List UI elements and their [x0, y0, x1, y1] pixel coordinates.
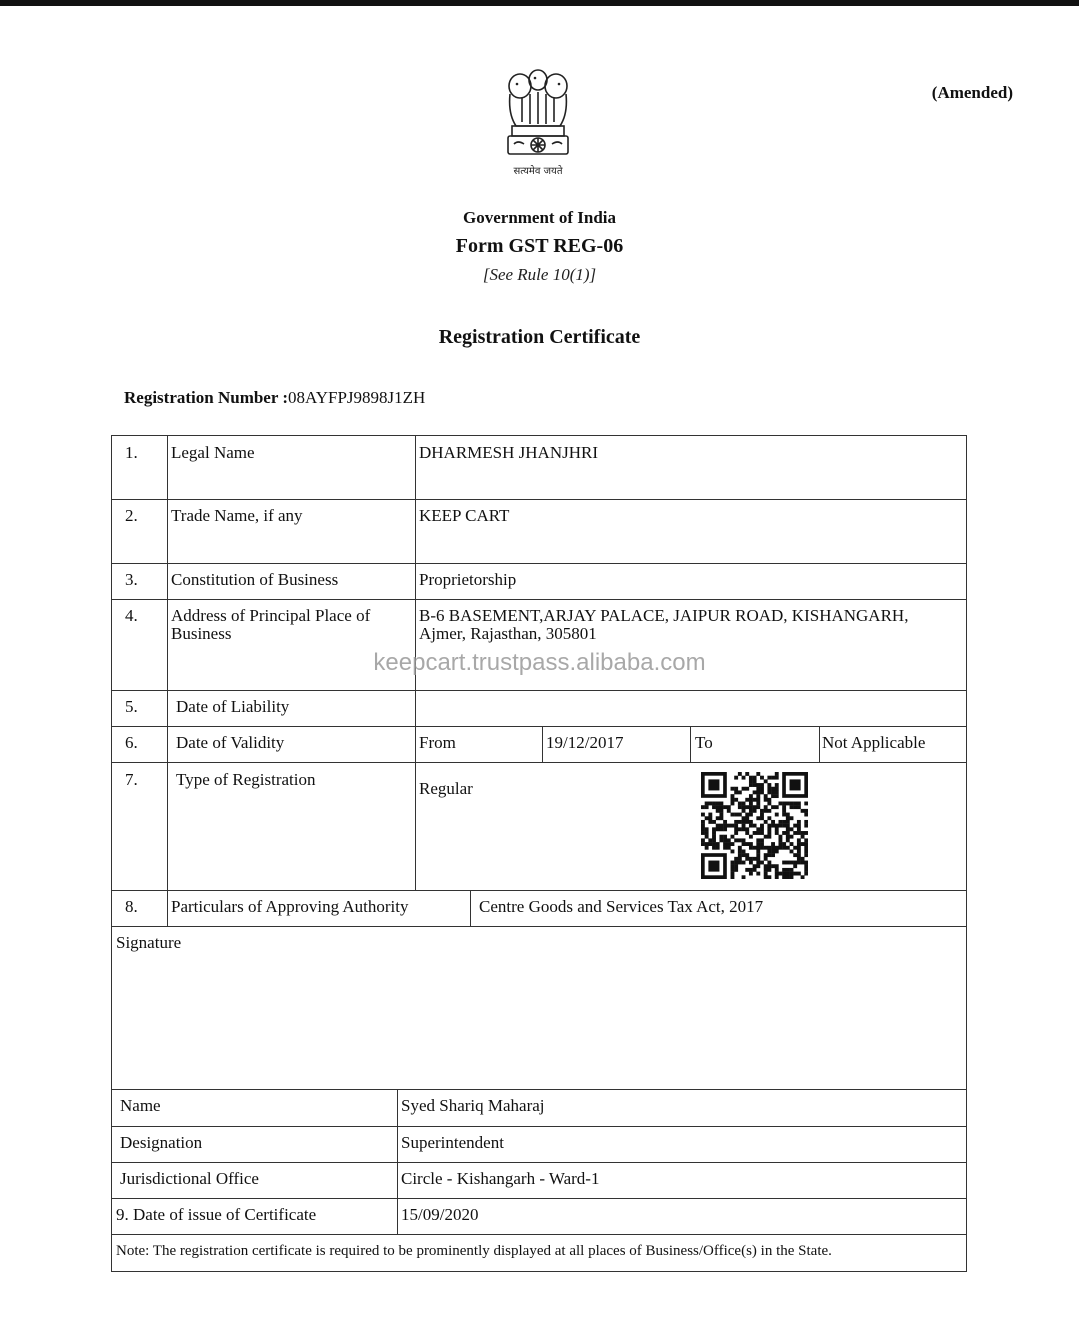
rule-reference: [See Rule 10(1)]: [482, 265, 597, 284]
constitution-label: Constitution of Business: [171, 570, 339, 589]
column-divider: [397, 1089, 398, 1234]
registration-type-value: Regular: [419, 779, 473, 798]
row-divider: [112, 1126, 966, 1127]
signature-label: Signature: [116, 933, 182, 952]
certificate-title: Registration Certificate: [438, 326, 641, 348]
row-divider: [112, 726, 966, 727]
column-divider: [542, 726, 543, 762]
row-number: 8.: [125, 897, 138, 916]
address-value-line2: Ajmer, Rajasthan, 305801: [419, 624, 597, 643]
validity-from-value: 19/12/2017: [546, 733, 624, 752]
column-divider: [167, 436, 168, 926]
legal-name-value: DHARMESH JHANJHRI: [419, 443, 598, 462]
approving-authority-label: Particulars of Approving Authority: [171, 897, 409, 916]
registration-number-value: 08AYFPJ9898J1ZH: [288, 388, 426, 407]
row-divider: [112, 599, 966, 600]
validity-to-value: Not Applicable: [822, 733, 926, 752]
validity-label: Date of Validity: [176, 733, 285, 752]
issue-date-value: 15/09/2020: [401, 1205, 479, 1224]
government-heading: Government of India: [463, 208, 616, 227]
amended-label: (Amended): [931, 83, 1013, 102]
registration-number-label: Registration Number :: [124, 388, 288, 407]
emblem-motto: सत्यमेव जयते: [513, 166, 563, 177]
row-divider: [112, 563, 966, 564]
issue-date-label: 9. Date of issue of Certificate: [116, 1205, 317, 1224]
constitution-value: Proprietorship: [419, 570, 517, 589]
address-value-line1: B-6 BASEMENT,ARJAY PALACE, JAIPUR ROAD, KISHANGARH,: [419, 606, 909, 625]
display-note: Note: The registration certificate is required to be prominently displayed at all places of Business/Office(s) in the State.: [116, 1243, 832, 1259]
row-number: 5.: [125, 697, 138, 716]
row-divider: [112, 1198, 966, 1199]
form-title: Form GST REG-06: [455, 235, 624, 257]
qr-code: [701, 772, 808, 879]
officer-name-label: Name: [120, 1096, 161, 1115]
jurisdictional-office-value: Circle - Kishangarh - Ward-1: [401, 1169, 600, 1188]
column-divider: [819, 726, 820, 762]
row-divider: [112, 762, 966, 763]
row-number: 4.: [125, 606, 138, 625]
liability-label: Date of Liability: [176, 697, 290, 716]
officer-name-value: Syed Shariq Maharaj: [401, 1096, 545, 1115]
address-label-line2: Business: [171, 624, 232, 643]
watermark-text: keepcart.trustpass.alibaba.com: [373, 649, 706, 676]
trade-name-label: Trade Name, if any: [171, 506, 303, 525]
row-divider: [112, 1162, 966, 1163]
trade-name-value: KEEP CART: [419, 506, 510, 525]
legal-name-label: Legal Name: [171, 443, 255, 462]
row-number: 6.: [125, 733, 138, 752]
registration-type-label: Type of Registration: [176, 770, 316, 789]
registration-number-line: [124, 388, 425, 408]
row-number: 7.: [125, 770, 138, 789]
row-divider: [112, 890, 966, 891]
row-divider: [112, 1234, 966, 1235]
row-number: 2.: [125, 506, 138, 525]
jurisdictional-office-label: Jurisdictional Office: [120, 1169, 259, 1188]
row-divider: [112, 499, 966, 500]
validity-to-label: To: [695, 733, 713, 752]
row-divider: [112, 690, 966, 691]
designation-label: Designation: [120, 1133, 203, 1152]
column-divider: [470, 890, 471, 926]
address-label-line1: Address of Principal Place of: [171, 606, 371, 625]
designation-value: Superintendent: [401, 1133, 504, 1152]
approving-authority-value: Centre Goods and Services Tax Act, 2017: [479, 897, 764, 916]
validity-from-label: From: [419, 733, 456, 752]
row-divider: [112, 926, 966, 927]
row-number: 3.: [125, 570, 138, 589]
row-number: 1.: [125, 443, 138, 462]
certificate-table: [111, 435, 967, 1272]
top-border-bar: [0, 0, 1079, 6]
row-divider: [112, 1089, 966, 1090]
column-divider: [690, 726, 691, 762]
